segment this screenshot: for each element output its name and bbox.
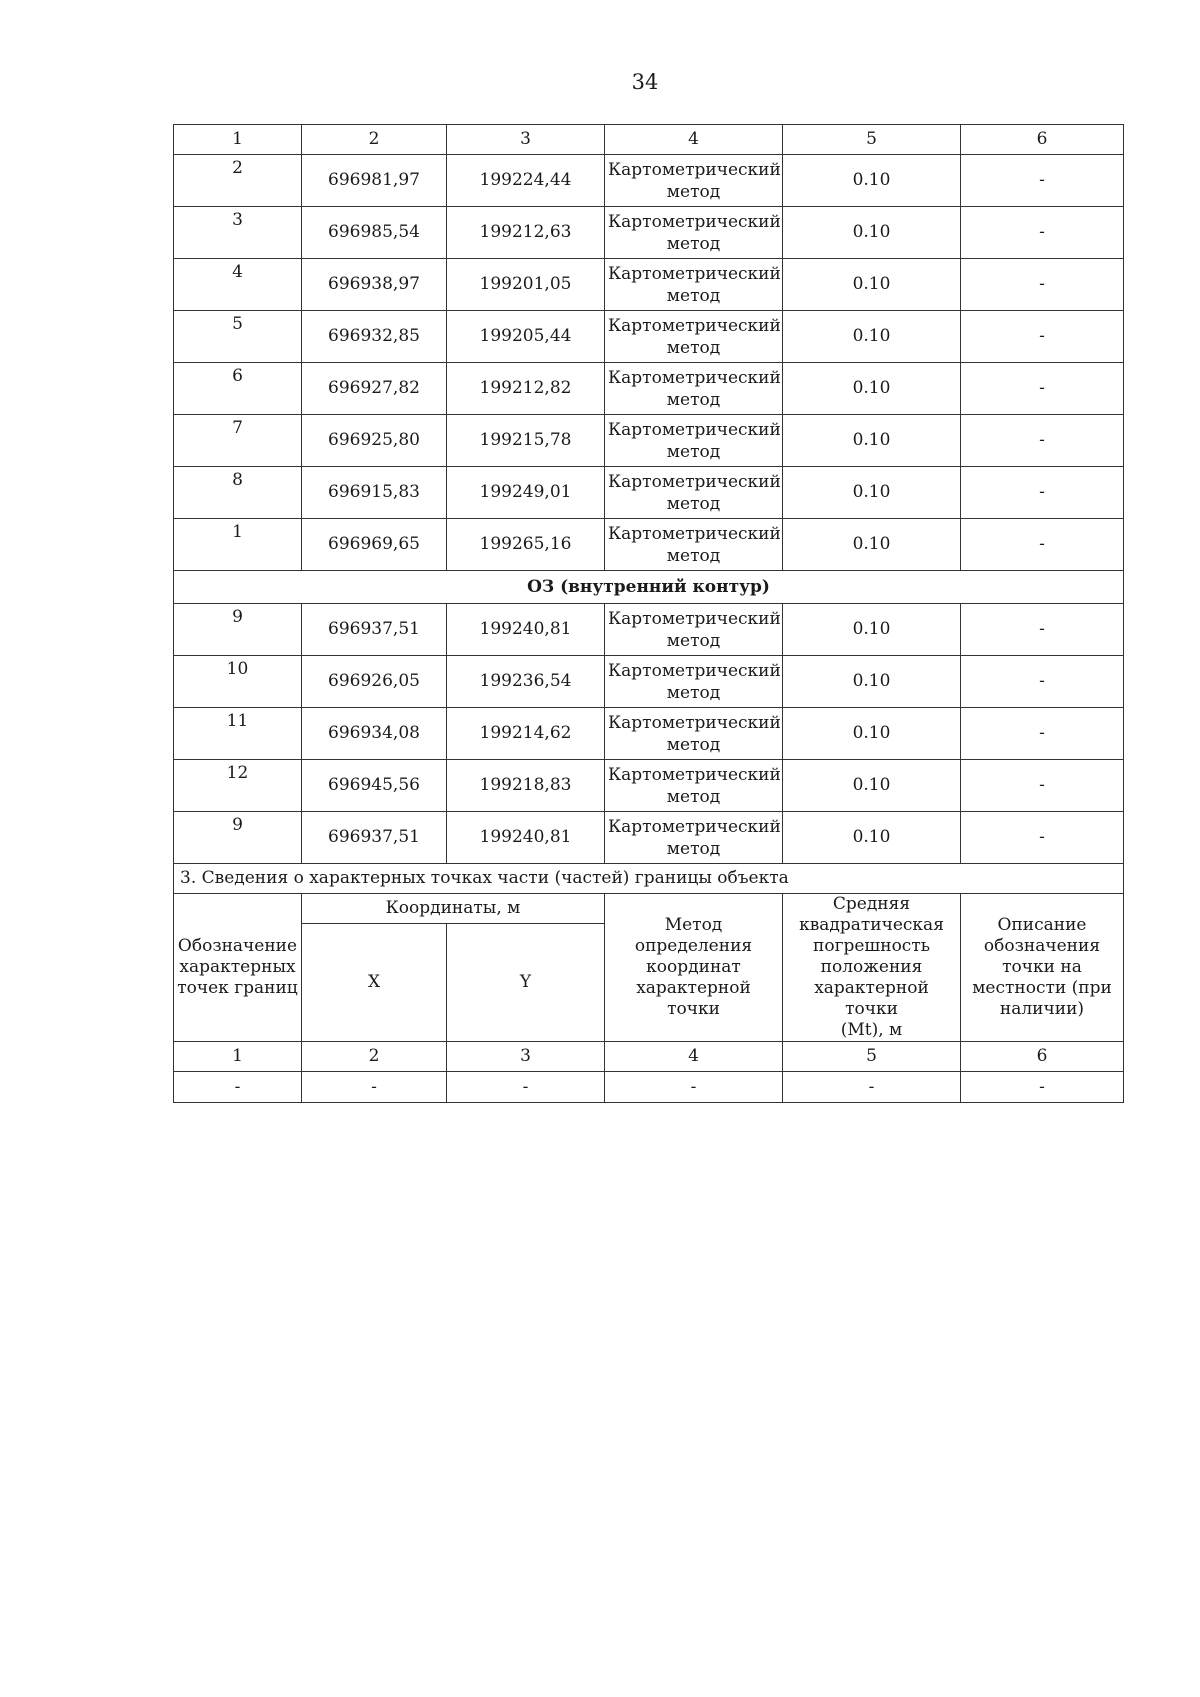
column-number: 2: [302, 125, 447, 155]
empty-value: -: [302, 1072, 447, 1103]
method: [605, 519, 783, 571]
method-line: метод: [666, 734, 721, 755]
description: -: [961, 311, 1124, 363]
method-header: [605, 894, 783, 1042]
column-number: 2: [302, 1042, 447, 1072]
mt-value: 0.10: [783, 604, 961, 656]
mt-value: 0.10: [783, 812, 961, 864]
method: [605, 604, 783, 656]
method: [605, 259, 783, 311]
method-line: Картометрический: [608, 315, 781, 336]
method: [605, 760, 783, 812]
column-number: 3: [447, 125, 605, 155]
description: -: [961, 519, 1124, 571]
table-row: [174, 415, 1124, 467]
point-number: 4: [174, 259, 302, 311]
column-number: 6: [961, 1042, 1124, 1072]
coord-x: 696937,51: [302, 812, 447, 864]
table-row: [174, 207, 1124, 259]
coord-x: 696934,08: [302, 708, 447, 760]
method-line: Картометрический: [608, 211, 781, 232]
column-number: 1: [174, 1042, 302, 1072]
empty-value: -: [174, 1072, 302, 1103]
table-row: [174, 708, 1124, 760]
method-line: метод: [666, 389, 721, 410]
empty-value: -: [961, 1072, 1124, 1103]
coord-y: 199212,82: [447, 363, 605, 415]
method: [605, 708, 783, 760]
point-number: 3: [174, 207, 302, 259]
method-line: Картометрический: [608, 523, 781, 544]
coord-x: 696981,97: [302, 155, 447, 207]
method: [605, 467, 783, 519]
mt-value: 0.10: [783, 207, 961, 259]
method-line: метод: [666, 545, 721, 566]
description: -: [961, 604, 1124, 656]
point-number: 9: [174, 604, 302, 656]
method: [605, 207, 783, 259]
mt-value: 0.10: [783, 760, 961, 812]
mt-header-line: квадратическая: [799, 915, 944, 935]
section3-row: [174, 864, 1124, 894]
coord-x: 696969,65: [302, 519, 447, 571]
method-header-line: точки: [667, 999, 720, 1019]
column-number: 5: [783, 125, 961, 155]
x-header: X: [302, 924, 447, 1042]
method-line: метод: [666, 233, 721, 254]
description: -: [961, 812, 1124, 864]
column-number: 5: [783, 1042, 961, 1072]
coord-y: 199205,44: [447, 311, 605, 363]
mt-value: 0.10: [783, 467, 961, 519]
method-line: метод: [666, 838, 721, 859]
method-line: метод: [666, 337, 721, 358]
method: [605, 363, 783, 415]
method-line: метод: [666, 630, 721, 651]
desc-header-line: местности (при: [972, 978, 1112, 998]
method-line: Картометрический: [608, 660, 781, 681]
mt-header: [783, 894, 961, 1042]
method-header-line: координат: [646, 957, 741, 977]
section3-header-row: [174, 894, 1124, 924]
column-number: 6: [961, 125, 1124, 155]
mt-header-line: погрешность: [813, 936, 930, 956]
description: -: [961, 415, 1124, 467]
method-line: метод: [666, 441, 721, 462]
method-line: Картометрический: [608, 263, 781, 284]
coord-x: 696925,80: [302, 415, 447, 467]
method-line: метод: [666, 682, 721, 703]
method-line: метод: [666, 181, 721, 202]
description: -: [961, 363, 1124, 415]
description: -: [961, 656, 1124, 708]
table-row: [174, 656, 1124, 708]
mt-value: 0.10: [783, 415, 961, 467]
point-number: 5: [174, 311, 302, 363]
description: -: [961, 760, 1124, 812]
method: [605, 812, 783, 864]
coord-y: 199201,05: [447, 259, 605, 311]
desc-header-line: точки на: [1002, 957, 1082, 977]
table-row: [174, 812, 1124, 864]
point-number: 7: [174, 415, 302, 467]
mt-header-line: (Mt), м: [840, 1020, 903, 1040]
mt-value: 0.10: [783, 363, 961, 415]
coord-y: 199240,81: [447, 604, 605, 656]
mt-value: 0.10: [783, 519, 961, 571]
method-line: Картометрический: [608, 764, 781, 785]
column-number-row: [174, 125, 1124, 155]
point-number: 1: [174, 519, 302, 571]
point-number: 2: [174, 155, 302, 207]
desc-header-line: обозначения: [983, 936, 1101, 956]
coord-x: 696938,97: [302, 259, 447, 311]
coord-x: 696937,51: [302, 604, 447, 656]
table-row: [174, 259, 1124, 311]
description: -: [961, 467, 1124, 519]
method-line: Картометрический: [608, 367, 781, 388]
column-number: 1: [174, 125, 302, 155]
mt-header-line: Средняя: [832, 894, 911, 914]
table-row: [174, 604, 1124, 656]
point-label-header-line: Обозначение: [177, 936, 298, 956]
mt-value: 0.10: [783, 311, 961, 363]
coord-y: 199240,81: [447, 812, 605, 864]
method: [605, 656, 783, 708]
table-row: [174, 1072, 1124, 1103]
section3-column-number-row: [174, 1042, 1124, 1072]
method-line: Картометрический: [608, 159, 781, 180]
method-header-line: определения: [634, 936, 753, 956]
desc-header: [961, 894, 1124, 1042]
empty-value: -: [447, 1072, 605, 1103]
mt-value: 0.10: [783, 708, 961, 760]
method-line: Картометрический: [608, 419, 781, 440]
point-label-header-line: точек границ: [177, 978, 298, 998]
point-number: 9: [174, 812, 302, 864]
coordinates-table: [173, 124, 1124, 1103]
mt-value: 0.10: [783, 155, 961, 207]
point-number: 10: [174, 656, 302, 708]
table-row: [174, 760, 1124, 812]
description: -: [961, 207, 1124, 259]
section-row: [174, 571, 1124, 604]
coord-y: 199218,83: [447, 760, 605, 812]
page-number: 34: [631, 70, 659, 94]
method-line: метод: [666, 493, 721, 514]
coord-x: 696945,56: [302, 760, 447, 812]
method: [605, 415, 783, 467]
method-line: Картометрический: [608, 471, 781, 492]
description: -: [961, 259, 1124, 311]
empty-value: -: [605, 1072, 783, 1103]
point-number: 12: [174, 760, 302, 812]
coord-y: 199215,78: [447, 415, 605, 467]
coord-x: 696927,82: [302, 363, 447, 415]
column-number: 3: [447, 1042, 605, 1072]
table-row: [174, 155, 1124, 207]
mt-value: 0.10: [783, 259, 961, 311]
y-header: Y: [447, 924, 605, 1042]
coord-x: 696932,85: [302, 311, 447, 363]
desc-header-line: наличии): [999, 999, 1085, 1019]
coord-x: 696985,54: [302, 207, 447, 259]
coord-y: 199265,16: [447, 519, 605, 571]
method-line: метод: [666, 786, 721, 807]
coord-y: 199224,44: [447, 155, 605, 207]
table-row: [174, 519, 1124, 571]
mt-header-line: положения: [820, 957, 923, 977]
method: [605, 155, 783, 207]
mt-header-line: характерной точки: [814, 978, 929, 1019]
point-label-header: [174, 894, 302, 1042]
coord-y: 199236,54: [447, 656, 605, 708]
table-row: [174, 467, 1124, 519]
desc-header-line: Описание: [997, 915, 1087, 935]
point-number: 6: [174, 363, 302, 415]
coord-x: 696926,05: [302, 656, 447, 708]
description: -: [961, 708, 1124, 760]
mt-value: 0.10: [783, 656, 961, 708]
method-line: Картометрический: [608, 712, 781, 733]
method-line: Картометрический: [608, 608, 781, 629]
column-number: 4: [605, 125, 783, 155]
point-number: 8: [174, 467, 302, 519]
method-line: метод: [666, 285, 721, 306]
coord-x: 696915,83: [302, 467, 447, 519]
coords-header: Координаты, м: [302, 894, 605, 924]
method-header-line: Метод: [664, 915, 723, 935]
table-row: [174, 311, 1124, 363]
column-number: 4: [605, 1042, 783, 1072]
coord-y: 199214,62: [447, 708, 605, 760]
section3-title: 3. Сведения о характерных точках части (частей) границы объекта: [174, 864, 1124, 894]
table-row: [174, 363, 1124, 415]
description: -: [961, 155, 1124, 207]
method-line: Картометрический: [608, 816, 781, 837]
coord-y: 199249,01: [447, 467, 605, 519]
inner-contour-title: ОЗ (внутренний контур): [174, 571, 1124, 604]
coord-y: 199212,63: [447, 207, 605, 259]
method: [605, 311, 783, 363]
point-label-header-line: характерных: [179, 957, 296, 977]
empty-value: -: [783, 1072, 961, 1103]
point-number: 11: [174, 708, 302, 760]
method-header-line: характерной: [636, 978, 751, 998]
